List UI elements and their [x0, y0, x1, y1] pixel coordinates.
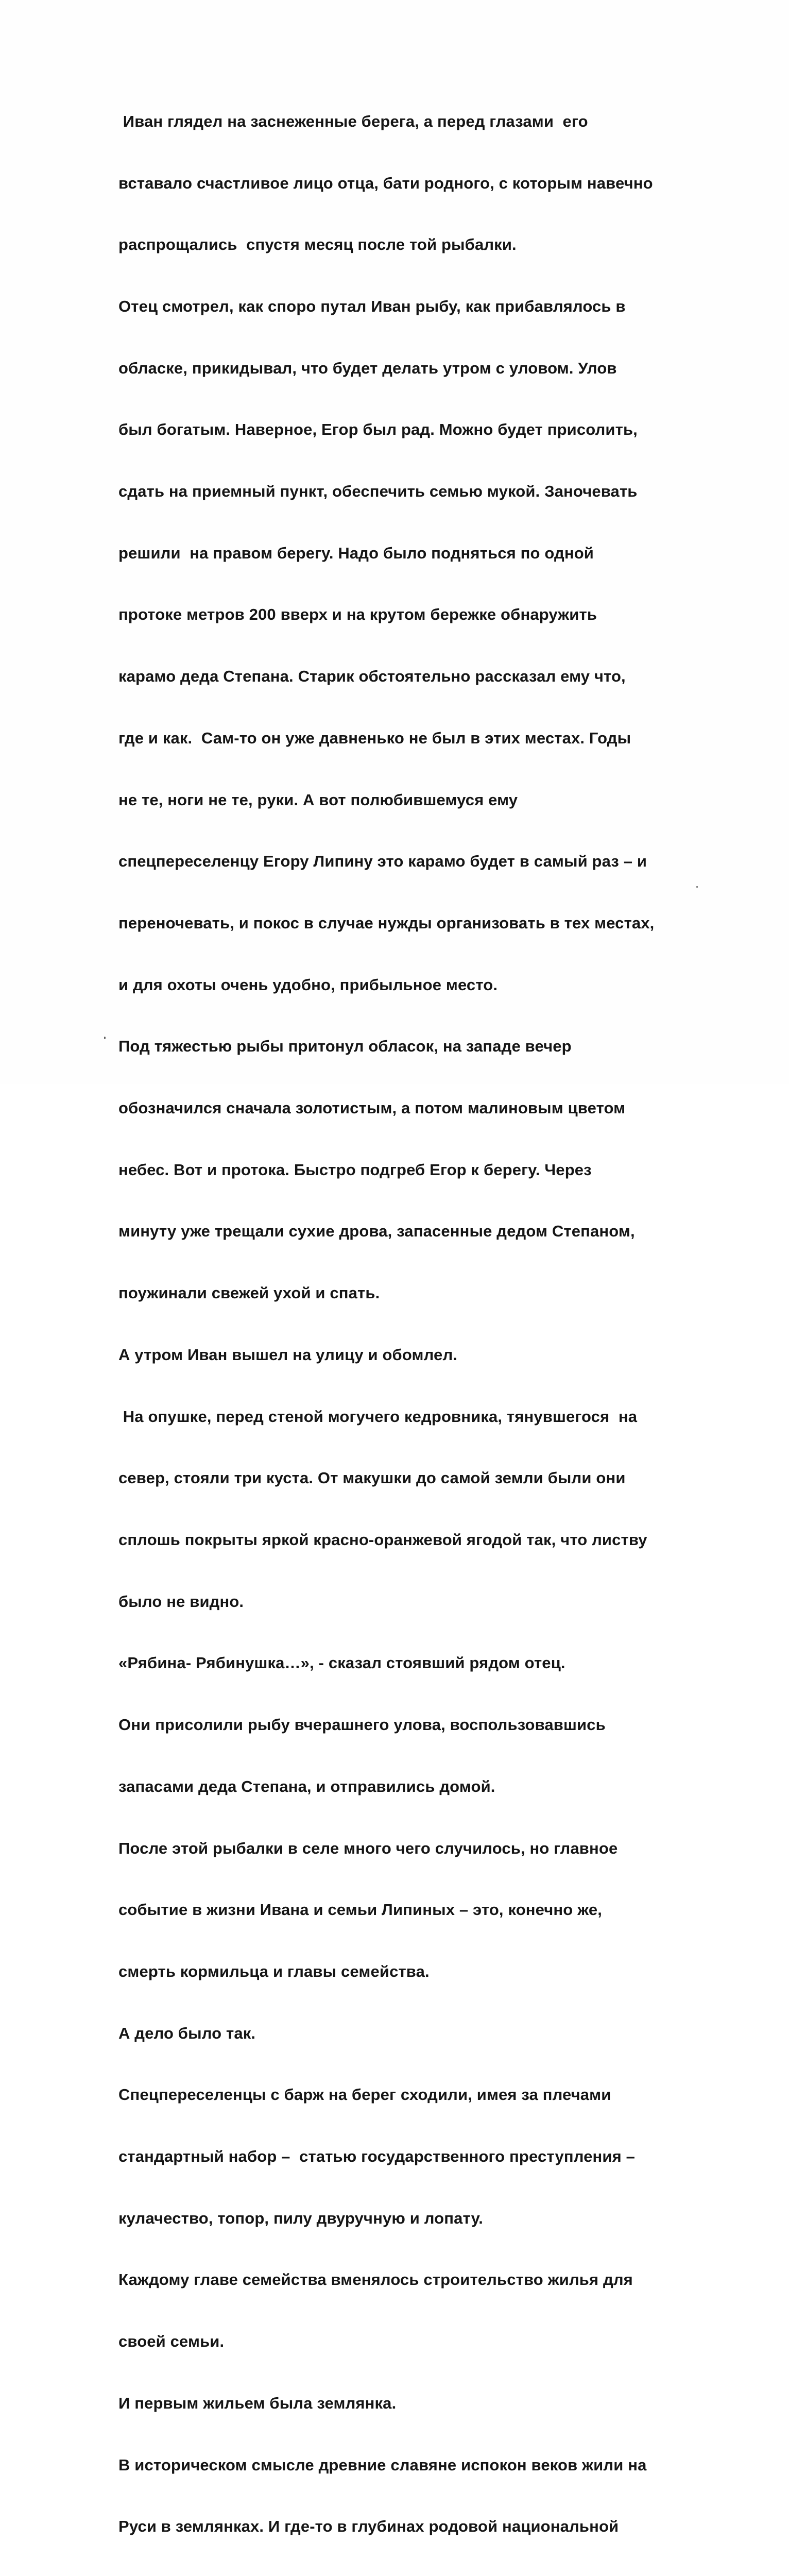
text-line: небес. Вот и протока. Быстро подгреб Егор к берегу. Через [118, 1160, 592, 1179]
text-line: И первым жильем была землянка. [118, 2394, 397, 2412]
text-line: Отец смотрел, как споро путал Иван рыбу, как прибавлялось в [118, 297, 626, 315]
text-line: север, стояли три куста. От макушки до самой земли были они [118, 1469, 626, 1487]
text-line: карамо деда Степана. Старик обстоятельно рассказал ему что, [118, 667, 626, 686]
text-line: спецпереселенцу Егору Липину это карамо будет в самый раз – и [118, 852, 647, 871]
text-line: решили на правом берегу. Надо было подняться по одной [118, 544, 594, 562]
text-line: обозначился сначала золотистым, а потом малиновым цветом [118, 1099, 626, 1117]
text-line: Иван глядел на заснеженные берега, а перед глазами его [118, 112, 588, 130]
text-line: где и как. Сам-то он уже давненько не был в этих местах. Годы [118, 728, 631, 747]
text-line: был богатым. Наверное, Егор был рад. Можно будет присолить, [118, 420, 638, 439]
text-line: поужинали свежей ухой и спать. [118, 1284, 380, 1302]
text-line: После этой рыбалки в селе много чего случилось, но главное [118, 1839, 618, 1857]
text-line: кулачество, топор, пилу двуручную и лопату. [118, 2209, 484, 2227]
scan-speck [696, 886, 698, 888]
text-line: сплошь покрыты яркой красно-оранжевой ягодой так, что листву [118, 1530, 647, 1549]
text-line: переночевать, и покос в случае нужды организовать в тех местах, [118, 913, 655, 932]
text-line: На опушке, перед стеной могучего кедровника, тянувшегося на [118, 1407, 638, 1426]
text-line: Каждому главе семейства вменялось строительство жилья для [118, 2270, 633, 2289]
text-line: А утром Иван вышел на улицу и обомлел. [118, 1345, 458, 1364]
text-line: В историческом смысле древние славяне испокон веков жили на [118, 2455, 647, 2474]
body-text [118, 70, 726, 2576]
text-line: сдать на приемный пункт, обеспечить семью мукой. Заночевать [118, 482, 638, 501]
text-line: Под тяжестью рыбы притонул обласок, на западе вечер [118, 1037, 572, 1056]
text-line: вставало счастливое лицо отца, бати родного, с которым навечно [118, 174, 653, 192]
text-line: было не видно. [118, 1592, 244, 1611]
text-line: Спецпереселенцы с барж на берег сходили, имея за плечами [118, 2086, 611, 2104]
text-line: Руси в землянках. И где-то в глубинах родовой национальной [118, 2517, 619, 2536]
text-line: не те, ноги не те, руки. А вот полюбившемуся ему [118, 790, 518, 809]
text-line: стандартный набор – статью государственного преступления – [118, 2147, 636, 2166]
text-line: смерть кормильца и главы семейства. [118, 1962, 430, 1980]
text-line: запасами деда Степана, и отправились домой. [118, 1777, 495, 1795]
text-line: минуту уже трещали сухие дрова, запасенные дедом Степаном, [118, 1222, 635, 1241]
text-line: Они присолили рыбу вчерашнего улова, воспользовавшись [118, 1716, 606, 1734]
text-line: А дело было так. [118, 2024, 256, 2042]
text-line: и для охоты очень удобно, прибыльное место. [118, 975, 498, 994]
text-line: обласке, прикидывал, что будет делать утром с уловом. Улов [118, 359, 617, 377]
text-line: своей семьи. [118, 2332, 225, 2351]
text-line: распрощались спустя месяц после той рыбалки. [118, 235, 517, 254]
scan-speck [104, 1037, 106, 1039]
text-line: «Рябина- Рябинушка…», - сказал стоявший рядом отец. [118, 1654, 565, 1672]
text-line: протоке метров 200 вверх и на крутом бережке обнаружить [118, 605, 597, 624]
text-line: событие в жизни Ивана и семьи Липиных – это, конечно же, [118, 1901, 603, 1919]
